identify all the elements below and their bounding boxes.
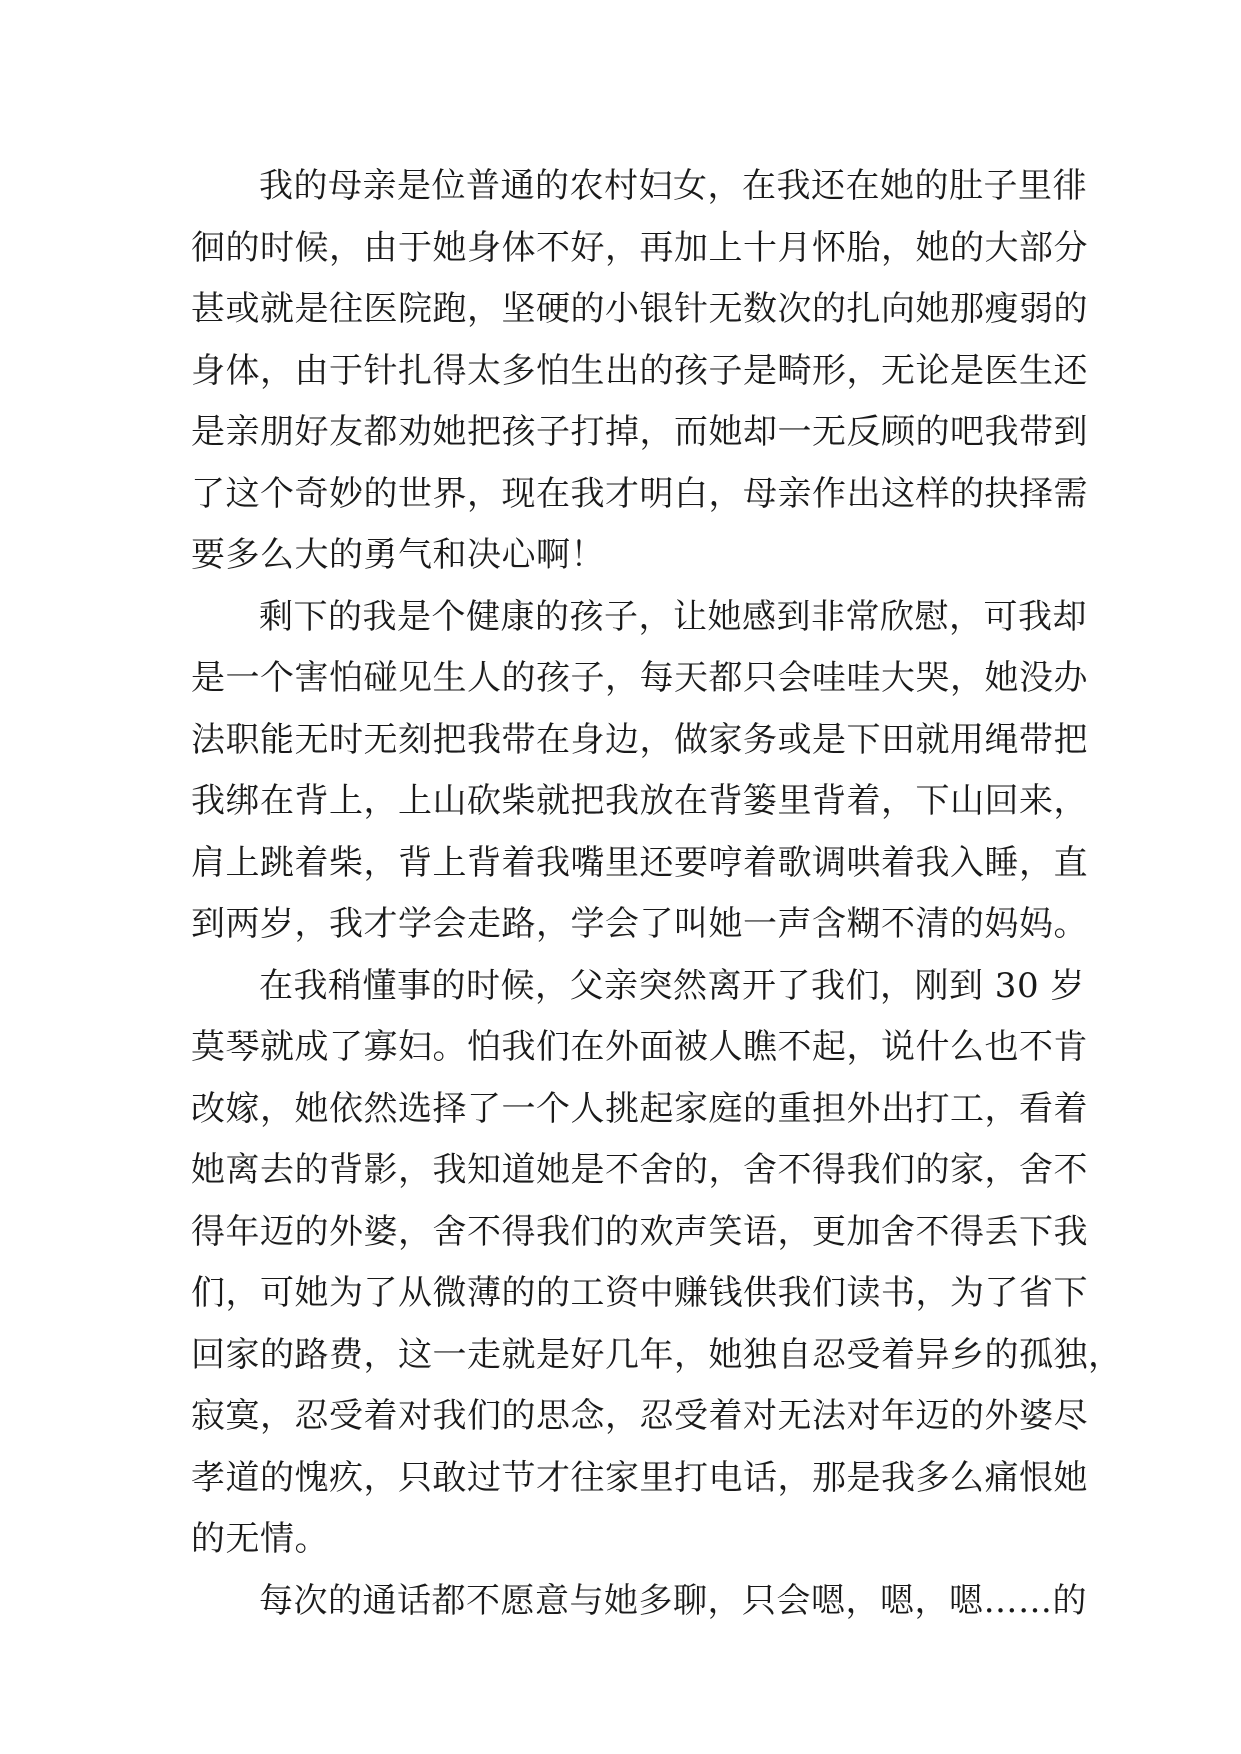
text-line: 徊的时候，由于她身体不好，再加上十月怀胎，她的大部分 <box>191 227 1088 268</box>
text-line: 每次的通话都不愿意与她多聊，只会嗯，嗯，嗯……的 <box>259 1580 1087 1621</box>
text-line: 法职能无时无刻把我带在身边，做家务或是下田就用绳带把 <box>191 719 1088 760</box>
text-line: 我的母亲是位普通的农村妇女，在我还在她的肚子里徘 <box>259 166 1087 206</box>
text-line: 的无情。 <box>191 1519 329 1559</box>
text-line: 我绑在背上，上山砍柴就把我放在背篓里背着，下山回来， <box>191 781 1088 821</box>
text-line: 回家的路费，这一走就是好几年，她独自忍受着异乡的孤独， <box>191 1334 1123 1375</box>
text-line: 她离去的背影，我知道她是不舍的，舍不得我们的家，舍不 <box>191 1150 1088 1190</box>
text-line: 孝道的愧疚，只敢过节才往家里打电话，那是我多么痛恨她 <box>191 1457 1088 1498</box>
text-line: 要多么大的勇气和决心啊！ <box>191 535 605 575</box>
text-line: 是亲朋好友都劝她把孩子打掉，而她却一无反顾的吧我带到 <box>191 412 1088 452</box>
text-line: 是一个害怕碰见生人的孩子，每天都只会哇哇大哭，她没办 <box>191 658 1088 698</box>
text-line: 肩上跳着柴，背上背着我嘴里还要哼着歌调哄着我入睡，直 <box>191 842 1088 883</box>
body-text <box>191 156 1123 1632</box>
text-line: 在我稍懂事的时候，父亲突然离开了我们，刚到 30 岁 <box>259 965 1085 1006</box>
text-line: 甚或就是往医院跑，坚硬的小银针无数次的扎向她那瘦弱的 <box>191 289 1088 329</box>
text-line: 得年迈的外婆，舍不得我们的欢声笑语，更加舍不得丢下我 <box>191 1211 1088 1252</box>
text-line: 了这个奇妙的世界，现在我才明白，母亲作出这样的抉择需 <box>191 473 1088 514</box>
text-line: 身体，由于针扎得太多怕生出的孩子是畸形，无论是医生还 <box>191 350 1088 391</box>
text-line: 寂寞，忍受着对我们的思念，忍受着对无法对年迈的外婆尽 <box>191 1396 1088 1436</box>
text-line: 到两岁，我才学会走路，学会了叫她一声含糊不清的妈妈。 <box>191 904 1088 944</box>
text-line: 们，可她为了从微薄的的工资中赚钱供我们读书，为了省下 <box>191 1273 1088 1313</box>
text-line: 改嫁，她依然选择了一个人挑起家庭的重担外出打工，看着 <box>191 1088 1088 1129</box>
text-line: 莫琴就成了寡妇。怕我们在外面被人瞧不起，说什么也不肯 <box>191 1027 1088 1067</box>
text-line: 剩下的我是个健康的孩子，让她感到非常欣慰，可我却 <box>259 596 1087 637</box>
